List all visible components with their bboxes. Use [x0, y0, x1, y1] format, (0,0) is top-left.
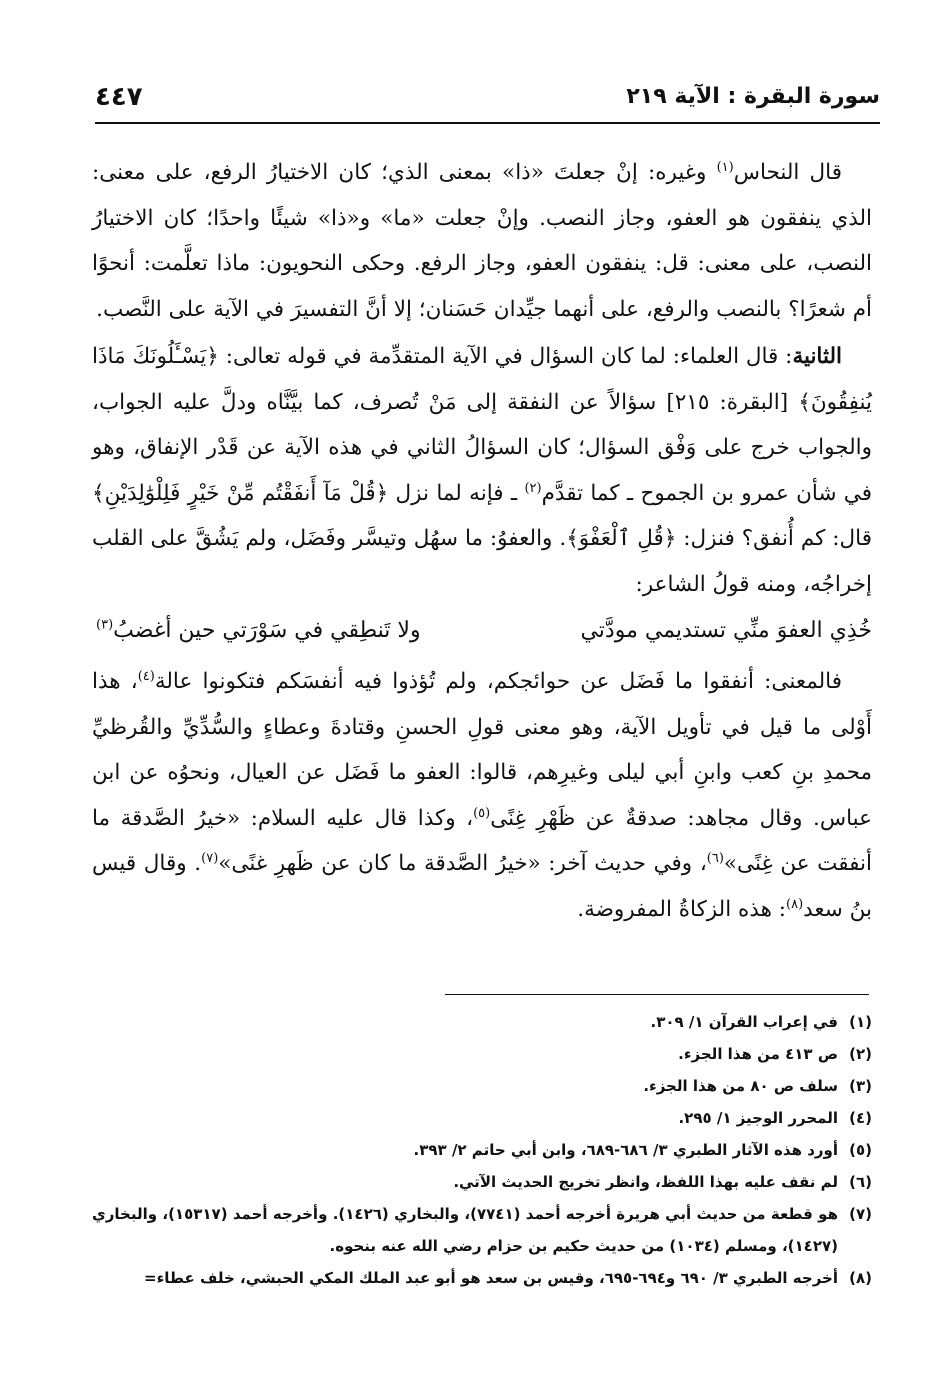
text-segment: وغيره: إنْ جعلتَ «ذا» بمعنى الذي؛ كان الاختيارُ الرفع، على معنى: الذي ينفقون هو العفو، وجاز النصب. وإنْ جعلت «ما» و«ذا» شيئًا واحدًا؛ كان الاختيارُ النصب، على معنى: قل: ينفقون العفو، وجاز الرفع. وحكى النحويون: ماذا تعلَّمت: أنحوًا أم شعرًا؟ بالنصب والرفع، على أنهما جيِّدان حَسَنان؛ إلا أنَّ التفسيرَ في الآية على النَّصب.	[92, 160, 872, 322]
text-segment: ، هذا أَوْلى ما قيل في تأويل الآية، وهو معنى قولِ الحسنِ وقتادةَ وعطاءٍ والسُّدِّيِّ والقُرظيِّ محمدِ بنِ كعب وابنِ أبي ليلى وغيرِهم، قالوا: العفو ما فَضَل عن العيال، ونحوُه عن ابن عباس. وقال مجاهد: صدقةٌ عن ظَهْرِ غِنًى	[92, 669, 872, 831]
footnote-ref-8[interactable]: (٨)	[786, 896, 804, 912]
footnote-item	[92, 1262, 872, 1294]
main-text	[92, 150, 872, 932]
footnote-number: (٨)	[849, 1269, 872, 1287]
footnote-item	[92, 1198, 872, 1262]
footnote-ref-7[interactable]: (٧)	[201, 850, 219, 866]
footnote-item	[92, 1006, 872, 1038]
footnote-number: (١)	[849, 1013, 872, 1031]
text-segment: ـ فإنه لما نزل ﴿قُلْ مَآ أَنفَقْتُم مِّنْ خَيْرٍ فَلِلْوَٰلِدَيْنِ﴾ قال: كم أُنفق؟ فنزل: ﴿قُلِ ٱلْعَفْوَ﴾. والعفوُ: ما سهُل وتيسَّر وفَضَل، ولم يَشُقَّ على القلب إخراجُه، ومنه قولُ الشاعر:	[92, 480, 872, 597]
footnote-divider	[445, 994, 869, 995]
footnote-ref-6[interactable]: (٦)	[706, 850, 724, 866]
footnote-item	[92, 1038, 872, 1070]
page-header	[95, 82, 880, 124]
paragraph-1	[92, 150, 872, 332]
poetry-verse	[92, 607, 872, 655]
footnotes	[92, 1006, 872, 1294]
text-segment: : هذه الزكاةُ المفروضة.	[577, 896, 786, 922]
text-segment: : قال العلماء: لما كان السؤال في الآية المتقدِّمة في قوله تعالى: ﴿يَسْـَٔلُونَكَ مَاذَا يُنفِقُونَ﴾ [البقرة: ٢١٥] سؤالاً عن النفقة إلى مَنْ تُصرف، كما بيَّنَّاه ودلَّ عليه الجواب، والجواب خرج على وَفْق السؤال؛ كان السؤالُ الثاني في هذه الآية عن قَدْر الإنفاق، وهو في شأن عمرو بن الجموح ـ كما تقدَّم	[92, 344, 872, 506]
paragraph-2	[92, 334, 872, 607]
footnote-text: أخرجه الطبري ٣/ ٦٩٠ و٦٩٤-٦٩٥، وقيس بن سعد هو أبو عبد الملك المكي الحبشي، خلف عطاء=	[144, 1269, 838, 1287]
footnote-item	[92, 1070, 872, 1102]
paragraph-3	[92, 659, 872, 932]
page-number: ٤٤٧	[95, 82, 143, 112]
footnote-item	[92, 1134, 872, 1166]
footnote-number: (٧)	[849, 1205, 872, 1223]
verse-second-hemistich: ولا تَنطِقي في سَوْرَتي حين أغضبُ	[113, 618, 421, 643]
footnote-number: (٤)	[849, 1109, 872, 1127]
text-segment: . وقال قيس بنُ سعد	[92, 851, 872, 922]
footnote-text: المحرر الوجيز ١/ ٢٩٥.	[678, 1109, 838, 1127]
footnote-text: هو قطعة من حديث أبي هريرة أخرجه أحمد (٧٧٤١)، والبخاري (١٤٢٦). وأخرجه أحمد (١٥٣١٧)، والبخاري (١٤٢٧)، ومسلم (١٠٣٤) من حديث حكيم بن حزام رضي الله عنه بنحوه.	[92, 1205, 838, 1255]
footnote-number: (٥)	[849, 1141, 872, 1159]
section-lead: الثانية	[792, 344, 842, 369]
footnote-ref-3[interactable]: (٣)	[96, 617, 114, 633]
footnote-ref-1[interactable]: (١)	[716, 159, 734, 175]
verse-second-hemistich-wrap	[96, 607, 421, 655]
footnote-text: ص ٤١٣ من هذا الجزء.	[678, 1045, 838, 1063]
footnote-ref-2[interactable]: (٢)	[524, 480, 542, 496]
footnote-text: لم نقف عليه بهذا اللفظ، وانظر تخريج الحديث الآتي.	[453, 1173, 838, 1191]
footnote-number: (٢)	[849, 1045, 872, 1063]
text-segment: ، وكذا قال عليه السلام: «خيرُ الصَّدقة ما أنفقت عن غِنًى»	[92, 805, 872, 876]
verse-first-hemistich: خُذِي العفوَ منِّي تستديمي مودَّتي	[580, 618, 872, 643]
text-segment: ، وفي حديث آخر: «خيرُ الصَّدقة ما كان عن ظَهرِ غنًى»	[218, 851, 707, 876]
footnote-item	[92, 1166, 872, 1198]
text-segment: قال النحاس	[733, 160, 842, 185]
footnote-number: (٣)	[849, 1077, 872, 1095]
footnote-ref-5[interactable]: (٥)	[473, 805, 491, 821]
running-title: سورة البقرة : الآية ٢١٩	[626, 84, 880, 109]
footnote-ref-4[interactable]: (٤)	[137, 668, 155, 684]
footnote-text: أورد هذه الآثار الطبري ٣/ ٦٨٦-٦٨٩، وابن أبي حاتم ٢/ ٣٩٣.	[413, 1141, 838, 1159]
footnote-text: سلف ص ٨٠ من هذا الجزء.	[643, 1077, 838, 1095]
footnote-text: في إعراب القرآن ١/ ٣٠٩.	[650, 1013, 838, 1031]
text-segment: فالمعنى: أنفقوا ما فَضَل عن حوائجكم، ولم تُؤذوا فيه أنفسَكم فتكونوا عالة	[154, 669, 843, 694]
footnote-item	[92, 1102, 872, 1134]
footnote-number: (٦)	[849, 1173, 872, 1191]
